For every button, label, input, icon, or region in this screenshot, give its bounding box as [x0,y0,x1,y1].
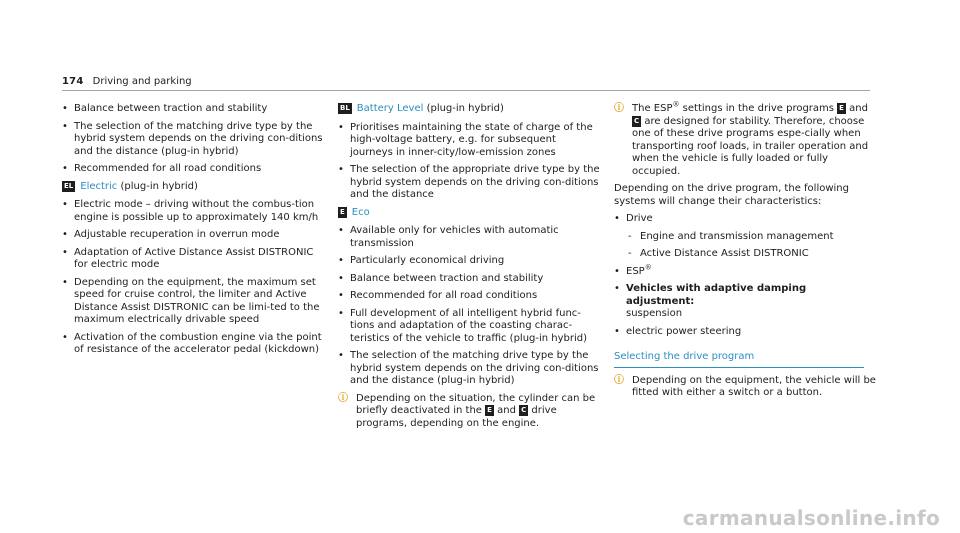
mode-name: Electric [80,180,118,192]
page-number: 174 [62,76,84,87]
comfort-key-icon: C [634,116,640,125]
list-item: • Adaptation of Active Distance Assist DISTRONIC for electric mode [62,247,324,272]
eco-key-icon: E [487,406,492,414]
registered-mark: ® [644,263,652,272]
mode-name: Eco [351,206,370,218]
note-and: and [493,405,520,416]
page-header [62,76,192,89]
paragraph: Depending on the drive program, the following systems will change their characteristics: [614,183,849,207]
list-item: • Recommended for all road conditions [338,290,600,303]
list-item: • The selection of the matching drive type by the hybrid system depends on the driving con-ditions and the distance (plug-in hybrid) [62,121,324,159]
list-item: • electric power steering [614,326,876,339]
list-item-text: suspension [626,308,683,319]
info-icon: ⓘ [338,392,348,404]
list-item [614,283,876,321]
list-item: • Full development of all intelligent hybrid func-tions and adaptation of the coasting charac-teristics of the vehicle to traffic (plug-in hybrid) [338,308,600,346]
battery-level-mode-icon: BL [340,104,350,112]
sub-list-item: - Active Distance Assist DISTRONIC [614,248,876,261]
condition-label: Vehicles with adaptive damping adjustment: [626,283,807,307]
header-rule [62,90,870,91]
note [614,375,876,400]
list-item: • Electric mode – driving without the combus-tion engine is possible up to approximately 140 km/h [62,199,324,224]
note-text: Depending on the equipment, the vehicle will be fitted with either a switch or a button. [632,374,876,398]
note-text-a: Depending on the situation, the cylinder can be briefly deactivated in the [356,392,596,416]
note-text-b: settings in the drive programs [679,103,838,114]
note [614,100,876,178]
mode-suffix: (plug-in hybrid) [117,180,198,192]
list-item: • The selection of the appropriate drive type by the hybrid system depends on the driving con-ditions and the distance [338,164,600,202]
list-item [614,263,876,279]
info-icon: ⓘ [614,374,624,386]
note-text-b: drive programs, depending on the engine. [356,405,557,429]
info-icon: ⓘ [614,103,624,114]
note [338,393,600,431]
mode-name: Battery Level [356,103,424,114]
list-item: • Recommended for all road conditions [62,163,324,176]
list-item: • Prioritises maintaining the state of charge of the high-voltage battery, e.g. for subsequent journeys in inner-city/low-emission zones [338,122,600,160]
list-item: • Activation of the combustion engine via the point of resistance of the accelerator pedal (kickdown) [62,332,324,357]
registered-mark: ® [672,100,680,109]
note-text-c: are designed for stability. Therefore, choose one of these drive programs espe-cially when transporting roof loads, in trailer operation and when the vehicle is fully loaded or fully occupied. [632,115,869,177]
list-item: • Available only for vehicles with automatic transmission [338,225,600,250]
electric-mode-icon: EL [64,181,74,190]
list-item: • Drive [614,213,876,226]
list-item: • Adjustable recuperation in overrun mode [62,229,324,242]
column-3 [614,100,876,405]
sub-list-item: - Engine and transmission management [614,231,876,244]
column-2 [338,103,600,435]
column-1 [62,103,324,362]
page-title: Driving and parking [92,76,192,87]
esp-label: ESP [626,265,645,277]
comfort-key-icon: C [521,406,527,414]
list-item: • Depending on the equipment, the maximum set speed for cruise control, the limiter and Active Distance Assist DISTRONIC can be limi-ted to the maximum electrically drivable speed [62,277,324,327]
mode-heading-eco [338,207,600,220]
section-heading: Selecting the drive program [614,351,864,368]
note-text-a: The ESP [632,103,673,114]
mode-heading-electric [62,181,324,194]
mode-suffix: (plug-in hybrid) [423,103,504,114]
list-item: • The selection of the matching drive type by the hybrid system depends on the driving con-ditions and the distance (plug-in hybrid) [338,350,600,388]
watermark: carmanualsonline.info [682,506,940,530]
list-item: • Particularly economical driving [338,255,600,268]
list-item: • Balance between traction and stability [62,103,324,116]
mode-heading-battery-level [338,103,600,116]
note-and: and [845,103,868,114]
eco-mode-icon: E [340,207,345,216]
eco-key-icon: E [839,104,844,112]
list-item: • Balance between traction and stability [338,273,600,286]
